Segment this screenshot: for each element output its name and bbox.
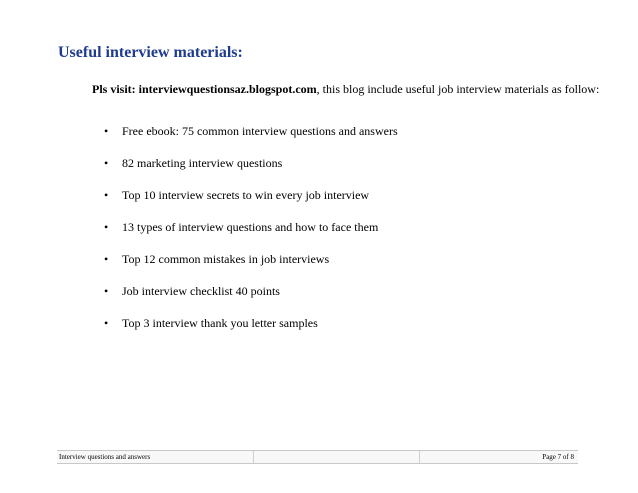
bullet-icon: • — [104, 316, 109, 330]
footer-divider — [419, 451, 420, 463]
list-item-text: 13 types of interview questions and how to face them — [122, 220, 379, 234]
list-item — [104, 219, 398, 251]
bullet-icon: • — [104, 284, 109, 298]
bullet-icon: • — [104, 188, 109, 202]
page-number: Page 7 of 8 — [542, 453, 574, 461]
intro-paragraph — [92, 80, 604, 98]
list-item — [104, 155, 398, 187]
materials-list — [104, 123, 398, 347]
intro-rest-text: , this blog include useful job interview materials as follow: — [316, 82, 600, 96]
list-item-text: 82 marketing interview questions — [122, 156, 283, 170]
list-item — [104, 283, 398, 315]
page-footer — [57, 450, 578, 464]
list-item-text: Top 12 common mistakes in job interviews — [122, 252, 330, 266]
list-item — [104, 123, 398, 155]
bullet-icon: • — [104, 156, 109, 170]
bullet-icon: • — [104, 124, 109, 138]
section-heading: Useful interview materials: — [58, 44, 243, 61]
list-item-text: Top 10 interview secrets to win every job interview — [122, 188, 370, 202]
footer-title: Interview questions and answers — [59, 453, 151, 461]
blog-link-text[interactable]: Pls visit: interviewquestionsaz.blogspot.com — [92, 82, 317, 96]
list-item-text: Top 3 interview thank you letter samples — [122, 316, 318, 330]
list-item — [104, 187, 398, 219]
list-item-text: Job interview checklist 40 points — [122, 284, 280, 298]
footer-divider — [253, 451, 254, 463]
list-item — [104, 251, 398, 283]
list-item-text: Free ebook: 75 common interview questions and answers — [122, 124, 398, 138]
bullet-icon: • — [104, 252, 109, 266]
list-item — [104, 315, 398, 347]
bullet-icon: • — [104, 220, 109, 234]
